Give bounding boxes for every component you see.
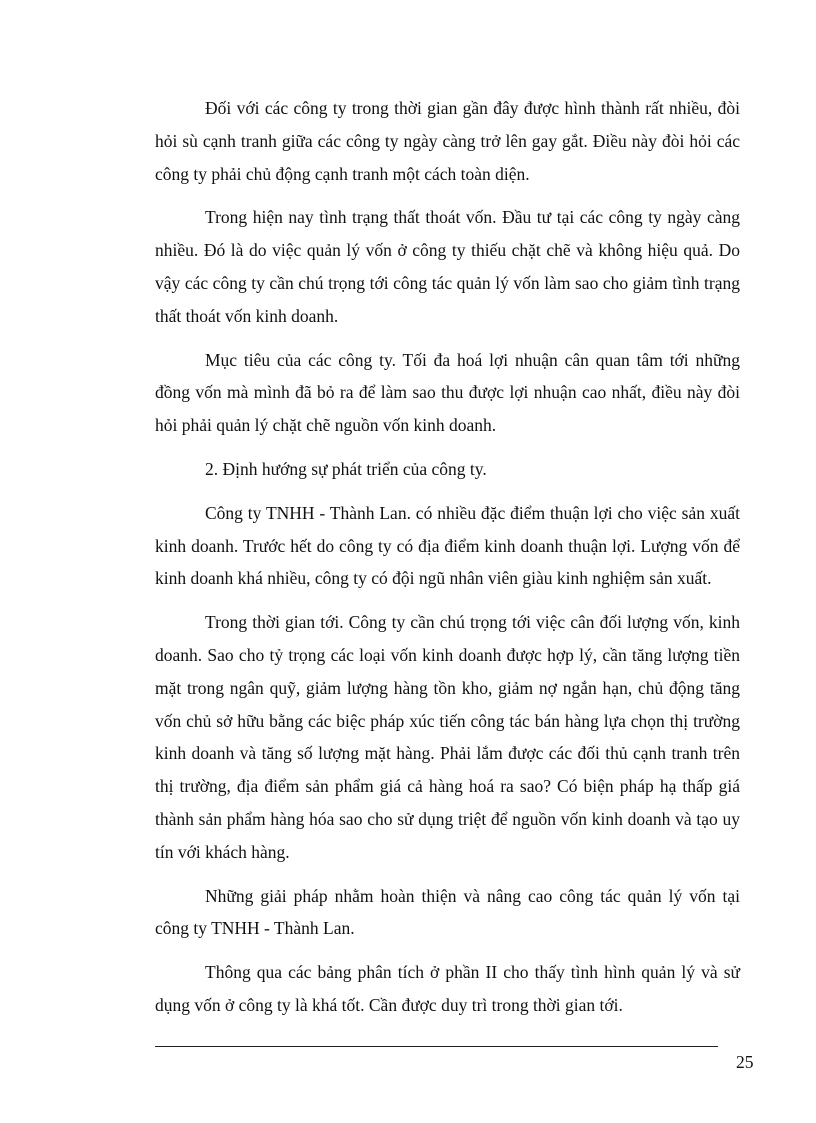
body-text — [155, 92, 740, 1033]
paragraph: Công ty TNHH - Thành Lan. có nhiều đặc điểm thuận lợi cho việc sản xuất kinh doanh. Trước hết do công ty có địa điểm kinh doanh thuận lợi. Lượng vốn để kinh doanh khá nhiều, công ty có đội ngũ nhân viên giàu kinh nghiệm sản xuất. — [155, 502, 740, 589]
paragraph: Những giải pháp nhằm hoàn thiện và nâng cao công tác quản lý vốn tại công ty TNHH - Thành Lan. — [155, 885, 740, 939]
paragraph: Trong thời gian tới. Công ty cần chú trọng tới việc cân đối lượng vốn, kinh doanh. Sao cho tỷ trọng các loại vốn kinh doanh được hợp lý, cần tăng lượng tiền mặt trong ngân quỹ, giảm lượng hàng tồn kho, giảm nợ ngắn hạn, chủ động tăng vốn chủ sở hữu bằng các biệc pháp xúc tiến công tác bán hàng lựa chọn thị trường kinh doanh và tăng số lượng mặt hàng. Phải lắm được các đối thủ cạnh tranh trên thị trường, địa điểm sản phẩm giá cả hàng hoá ra sao? Có biện pháp hạ thấp giá thành sản phẩm hàng hóa sao cho sử dụng triệt để nguồn vốn kinh doanh và tạo uy tín với khách hàng. — [155, 612, 740, 862]
paragraph: Đối với các công ty trong thời gian gần đây được hình thành rất nhiều, đòi hỏi sù cạnh tranh giữa các công ty ngày càng trở lên gay gắt. Điều này đòi hỏi các công ty phải chủ động cạnh tranh một cách toàn diện. — [155, 98, 740, 184]
footer-rule — [155, 1046, 718, 1047]
page-number: 25 — [736, 1052, 754, 1072]
section-heading: 2. Định hướng sự phát triển của công ty. — [205, 458, 487, 479]
paragraph: Mục tiêu của các công ty. Tối đa hoá lợi nhuận cân quan tâm tới những đồng vốn mà mình đã bỏ ra để làm sao thu được lợi nhuận cao nhất, điều này đòi hỏi phải quản lý chặt chẽ nguồn vốn kinh doanh. — [155, 349, 740, 436]
paragraph: Trong hiện nay tình trạng thất thoát vốn. Đầu tư tại các công ty ngày càng nhiều. Đó là do việc quản lý vốn ở công ty thiếu chặt chẽ và không hiệu quả. Do vậy các công ty cần chú trọng tới công tác quản lý vốn làm sao cho giảm tình trạng thất thoát vốn kinh doanh. — [155, 207, 740, 326]
paragraph: Thông qua các bảng phân tích ở phần II cho thấy tình hình quản lý và sử dụng vốn ở công ty là khá tốt. Cần được duy trì trong thời gian tới. — [155, 962, 740, 1015]
